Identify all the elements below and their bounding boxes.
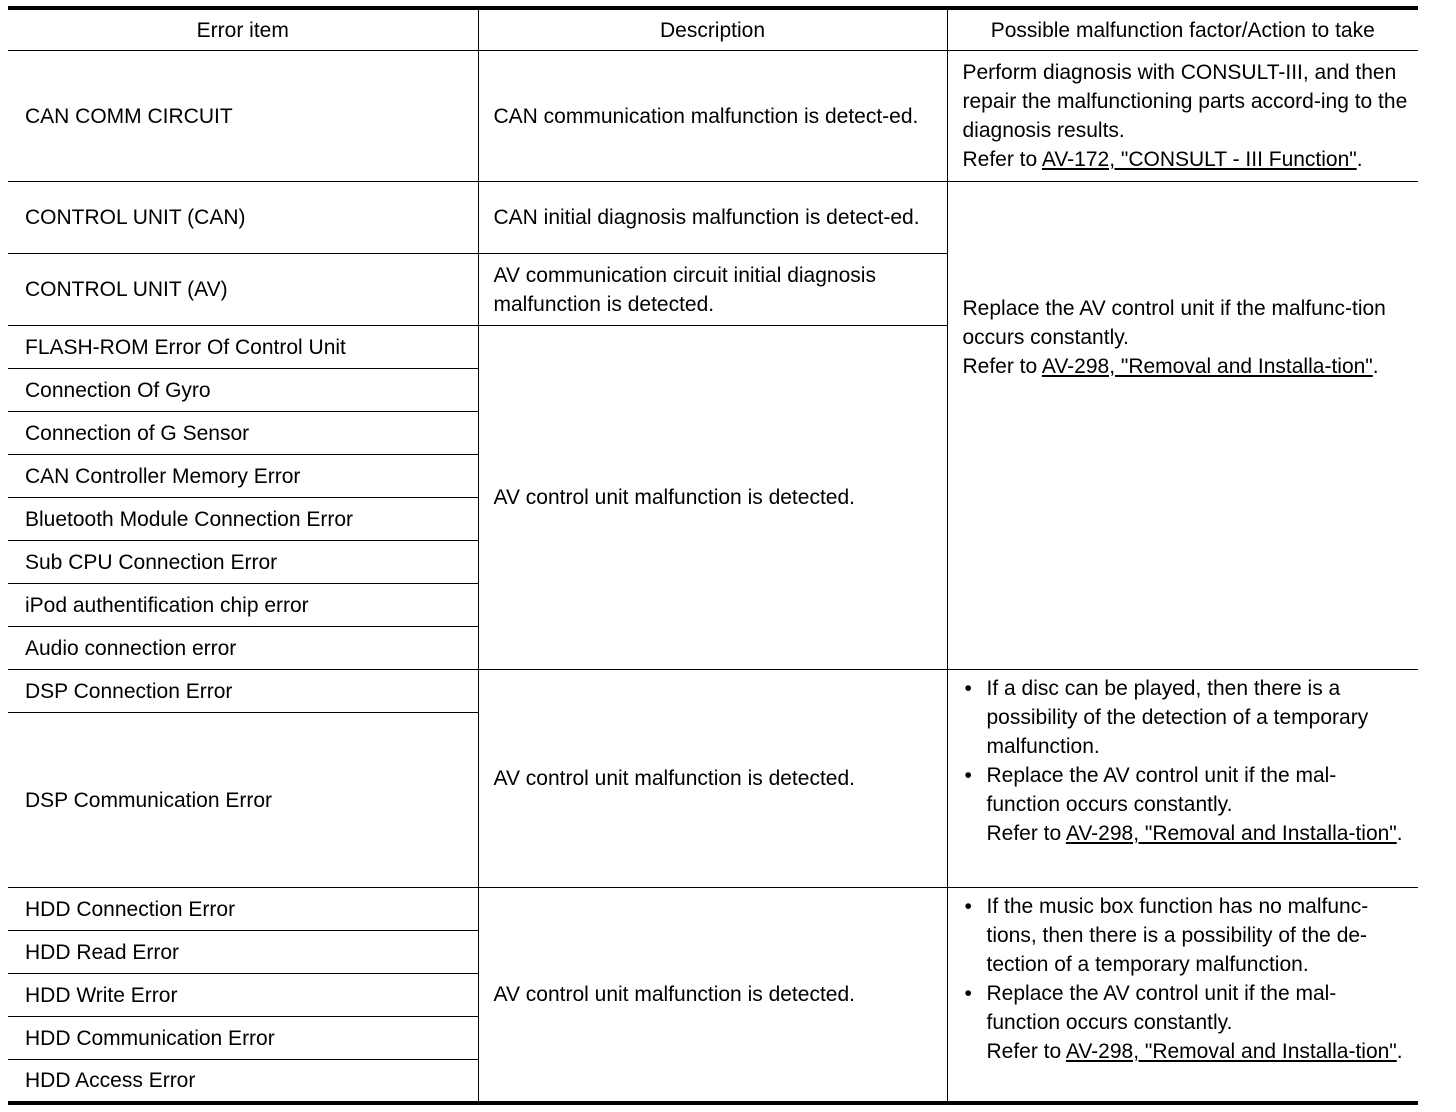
error-item-cell: CONTROL UNIT (AV) <box>8 254 478 326</box>
action-cell <box>947 182 1418 670</box>
action-bullet <box>963 979 1409 1066</box>
error-item-cell: FLASH-ROM Error Of Control Unit <box>8 326 478 369</box>
error-item-cell: HDD Access Error <box>8 1060 478 1103</box>
error-item-cell: DSP Communication Error <box>8 713 478 888</box>
error-item-cell: HDD Write Error <box>8 974 478 1017</box>
reference-link[interactable]: AV-172, "CONSULT - III Function" <box>1041 148 1357 171</box>
action-bullet-text: • Replace the AV control unit if the mal-function occurs constantly. <box>986 982 1337 1034</box>
table-row <box>8 51 1418 182</box>
error-item-cell: Audio connection error <box>8 627 478 670</box>
table-row <box>8 888 1418 931</box>
table-row <box>8 670 1418 713</box>
error-item-cell: Sub CPU Connection Error <box>8 541 478 584</box>
error-item-cell: CAN COMM CIRCUIT <box>8 51 478 182</box>
description-cell: AV control unit malfunction is detected. <box>478 888 947 1103</box>
reference-link[interactable]: AV-298, "Removal and Installa-tion" <box>1041 354 1373 378</box>
description-cell: AV control unit malfunction is detected. <box>478 670 947 888</box>
refer-prefix: Refer to <box>986 822 1066 845</box>
document-page <box>8 6 1418 1105</box>
reference-link[interactable]: AV-298, "Removal and Installa-tion" <box>1065 822 1397 845</box>
action-cell <box>947 670 1418 888</box>
header-description: Description <box>478 8 947 51</box>
action-bullet: • If the music box function has no malfunc-tions, then there is a possibility of the de-tection of a temporary malfunction. <box>963 892 1409 979</box>
error-item-cell: iPod authentification chip error <box>8 584 478 627</box>
error-item-cell: DSP Connection Error <box>8 670 478 713</box>
description-cell: AV communication circuit initial diagnosis malfunction is detected. <box>478 254 947 326</box>
refer-suffix: . <box>1356 148 1363 171</box>
action-cell <box>947 51 1418 182</box>
action-bullet: • If a disc can be played, then there is a possibility of the detection of a temporary malfunction. <box>963 674 1409 761</box>
action-bullet-text: • Replace the AV control unit if the mal-function occurs constantly. <box>986 764 1337 816</box>
refer-suffix: . <box>1372 354 1379 378</box>
refer-prefix: Refer to <box>962 354 1042 378</box>
refer-prefix: Refer to <box>986 1040 1066 1063</box>
error-item-cell: CAN Controller Memory Error <box>8 455 478 498</box>
error-item-cell: Connection Of Gyro <box>8 369 478 412</box>
header-error-item: Error item <box>8 8 478 51</box>
error-item-cell: Connection of G Sensor <box>8 412 478 455</box>
action-cell <box>947 888 1418 1103</box>
action-text: Replace the AV control unit if the malfunc-tion occurs constantly. <box>962 296 1386 349</box>
error-item-cell: CONTROL UNIT (CAN) <box>8 182 478 254</box>
action-text: Perform diagnosis with CONSULT-III, and then repair the malfunctioning parts accord-ing to the diagnosis results. <box>962 61 1408 142</box>
refer-prefix: Refer to <box>962 148 1042 171</box>
error-item-cell: HDD Read Error <box>8 931 478 974</box>
error-item-cell: HDD Communication Error <box>8 1017 478 1060</box>
error-table <box>8 6 1418 1105</box>
refer-suffix: . <box>1396 1040 1403 1063</box>
table-header-row <box>8 8 1418 51</box>
description-cell: CAN communication malfunction is detect-ed. <box>478 51 947 182</box>
action-bullet-list <box>963 674 1409 848</box>
action-bullet <box>963 761 1409 848</box>
refer-suffix: . <box>1396 822 1403 845</box>
description-cell: CAN initial diagnosis malfunction is detect-ed. <box>478 182 947 254</box>
table-row <box>8 182 1418 254</box>
description-cell: AV control unit malfunction is detected. <box>478 326 947 670</box>
error-item-cell: HDD Connection Error <box>8 888 478 931</box>
reference-link[interactable]: AV-298, "Removal and Installa-tion" <box>1065 1040 1397 1063</box>
error-item-cell: Bluetooth Module Connection Error <box>8 498 478 541</box>
action-bullet-list <box>963 892 1409 1066</box>
header-action: Possible malfunction factor/Action to take <box>947 8 1418 51</box>
